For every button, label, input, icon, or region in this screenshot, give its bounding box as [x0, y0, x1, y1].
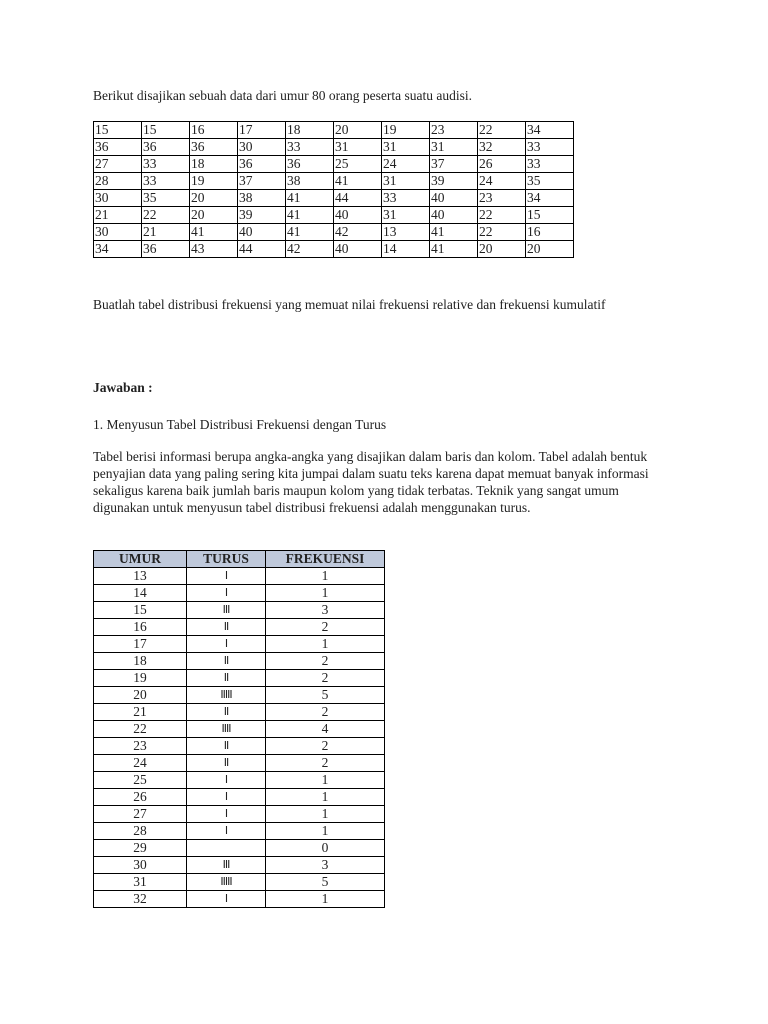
table-cell: 40 — [238, 224, 286, 241]
intro-text: Berikut disajikan sebuah data dari umur 80 orang peserta suatu audisi. — [93, 88, 473, 103]
table-cell: 44 — [334, 190, 382, 207]
frequency-row — [94, 840, 385, 857]
turus-cell: II — [187, 755, 266, 772]
frekuensi-cell: 1 — [266, 806, 385, 823]
turus-cell: I — [187, 806, 266, 823]
umur-cell: 30 — [94, 857, 187, 874]
turus-cell: IIIII — [187, 874, 266, 891]
table-cell: 19 — [382, 122, 430, 139]
table-cell: 14 — [382, 241, 430, 258]
table-cell: 15 — [142, 122, 190, 139]
raw-data-table-body — [94, 122, 574, 258]
table-cell: 41 — [430, 241, 478, 258]
header-umur: UMUR — [94, 551, 187, 568]
turus-cell: II — [187, 653, 266, 670]
turus-cell: IIIII — [187, 687, 266, 704]
explanation-paragraph: Tabel berisi informasi berupa angka-angka yang disajikan dalam baris dan kolom. Tabel adalah bentuk penyajian data yang paling sering kita jumpai dalam suatu teks karena dapat memuat banyak informasi sekaligus karena baik jumlah baris maupun kolom yang tidak terbatas. Teknik yang sangat umum digunakan untuk menyusun tabel distribusi frekuensi adalah menggunakan turus. — [93, 449, 649, 515]
table-cell: 35 — [142, 190, 190, 207]
table-cell: 36 — [286, 156, 334, 173]
table-cell: 24 — [382, 156, 430, 173]
turus-cell: I — [187, 789, 266, 806]
frequency-row — [94, 755, 385, 772]
frekuensi-cell: 1 — [266, 772, 385, 789]
table-cell: 31 — [430, 139, 478, 156]
table-cell: 20 — [526, 241, 574, 258]
frequency-row — [94, 891, 385, 908]
table-cell: 41 — [286, 207, 334, 224]
table-cell: 33 — [142, 173, 190, 190]
table-cell: 41 — [286, 224, 334, 241]
table-cell: 22 — [478, 224, 526, 241]
table-cell: 36 — [142, 139, 190, 156]
frekuensi-cell: 2 — [266, 738, 385, 755]
step-title: 1. Menyusun Tabel Distribusi Frekuensi dengan Turus — [93, 417, 387, 432]
table-cell: 33 — [526, 156, 574, 173]
table-row — [94, 122, 574, 139]
table-cell: 25 — [334, 156, 382, 173]
turus-cell — [187, 840, 266, 857]
umur-cell: 29 — [94, 840, 187, 857]
table-cell: 41 — [334, 173, 382, 190]
table-cell: 15 — [526, 207, 574, 224]
header-turus: TURUS — [187, 551, 266, 568]
table-cell: 34 — [526, 190, 574, 207]
umur-cell: 17 — [94, 636, 187, 653]
table-cell: 36 — [94, 139, 142, 156]
table-cell: 37 — [430, 156, 478, 173]
frequency-row — [94, 670, 385, 687]
table-cell: 33 — [382, 190, 430, 207]
table-cell: 26 — [478, 156, 526, 173]
turus-cell: I — [187, 891, 266, 908]
umur-cell: 19 — [94, 670, 187, 687]
table-cell: 21 — [94, 207, 142, 224]
table-cell: 31 — [382, 139, 430, 156]
table-cell: 39 — [430, 173, 478, 190]
frekuensi-cell: 2 — [266, 755, 385, 772]
table-row — [94, 190, 574, 207]
table-cell: 41 — [286, 190, 334, 207]
table-cell: 34 — [526, 122, 574, 139]
table-cell: 30 — [238, 139, 286, 156]
table-cell: 20 — [190, 207, 238, 224]
table-cell: 21 — [142, 224, 190, 241]
table-cell: 40 — [334, 207, 382, 224]
umur-cell: 32 — [94, 891, 187, 908]
table-cell: 22 — [142, 207, 190, 224]
instruction-text: Buatlah tabel distribusi frekuensi yang memuat nilai frekuensi relative dan frekuensi kumulatif — [93, 297, 606, 312]
turus-cell: II — [187, 619, 266, 636]
frekuensi-cell: 5 — [266, 687, 385, 704]
frequency-table — [93, 550, 385, 908]
table-cell: 31 — [334, 139, 382, 156]
table-cell: 23 — [478, 190, 526, 207]
turus-cell: I — [187, 772, 266, 789]
table-row — [94, 156, 574, 173]
table-cell: 41 — [190, 224, 238, 241]
table-cell: 36 — [238, 156, 286, 173]
umur-cell: 27 — [94, 806, 187, 823]
frequency-row — [94, 772, 385, 789]
table-cell: 40 — [334, 241, 382, 258]
umur-cell: 26 — [94, 789, 187, 806]
table-cell: 33 — [286, 139, 334, 156]
turus-cell: III — [187, 857, 266, 874]
umur-cell: 24 — [94, 755, 187, 772]
frequency-row — [94, 857, 385, 874]
answer-heading: Jawaban : — [93, 380, 153, 395]
table-cell: 38 — [286, 173, 334, 190]
table-cell: 38 — [238, 190, 286, 207]
umur-cell: 22 — [94, 721, 187, 738]
umur-cell: 25 — [94, 772, 187, 789]
frequency-row — [94, 568, 385, 585]
table-cell: 30 — [94, 224, 142, 241]
umur-cell: 16 — [94, 619, 187, 636]
turus-cell: III — [187, 602, 266, 619]
table-cell: 24 — [478, 173, 526, 190]
frequency-row — [94, 636, 385, 653]
header-frekuensi: FREKUENSI — [266, 551, 385, 568]
table-cell: 19 — [190, 173, 238, 190]
umur-cell: 31 — [94, 874, 187, 891]
frequency-row — [94, 823, 385, 840]
frequency-row — [94, 619, 385, 636]
frekuensi-cell: 4 — [266, 721, 385, 738]
table-cell: 20 — [478, 241, 526, 258]
umur-cell: 15 — [94, 602, 187, 619]
table-cell: 33 — [526, 139, 574, 156]
table-cell: 18 — [286, 122, 334, 139]
frequency-row — [94, 738, 385, 755]
table-cell: 17 — [238, 122, 286, 139]
table-row — [94, 173, 574, 190]
table-cell: 22 — [478, 122, 526, 139]
table-cell: 40 — [430, 190, 478, 207]
table-row — [94, 241, 574, 258]
table-cell: 36 — [142, 241, 190, 258]
frekuensi-cell: 2 — [266, 670, 385, 687]
umur-cell: 14 — [94, 585, 187, 602]
umur-cell: 18 — [94, 653, 187, 670]
umur-cell: 13 — [94, 568, 187, 585]
table-cell: 23 — [430, 122, 478, 139]
turus-cell: II — [187, 704, 266, 721]
turus-cell: IIII — [187, 721, 266, 738]
table-cell: 41 — [430, 224, 478, 241]
frekuensi-cell: 1 — [266, 636, 385, 653]
frekuensi-cell: 3 — [266, 602, 385, 619]
table-cell: 36 — [190, 139, 238, 156]
table-cell: 37 — [238, 173, 286, 190]
turus-cell: I — [187, 636, 266, 653]
table-cell: 20 — [334, 122, 382, 139]
table-cell: 28 — [94, 173, 142, 190]
table-cell: 34 — [94, 241, 142, 258]
turus-cell: II — [187, 670, 266, 687]
table-cell: 39 — [238, 207, 286, 224]
frequency-row — [94, 687, 385, 704]
frequency-row — [94, 704, 385, 721]
table-cell: 32 — [478, 139, 526, 156]
table-row — [94, 207, 574, 224]
frequency-row — [94, 602, 385, 619]
frequency-row — [94, 789, 385, 806]
table-cell: 31 — [382, 207, 430, 224]
umur-cell: 21 — [94, 704, 187, 721]
frequency-table-header-row — [94, 551, 385, 568]
table-cell: 35 — [526, 173, 574, 190]
table-cell: 16 — [190, 122, 238, 139]
table-cell: 22 — [478, 207, 526, 224]
table-cell: 33 — [142, 156, 190, 173]
frekuensi-cell: 1 — [266, 585, 385, 602]
frekuensi-cell: 1 — [266, 789, 385, 806]
table-row — [94, 139, 574, 156]
table-cell: 42 — [334, 224, 382, 241]
frekuensi-cell: 5 — [266, 874, 385, 891]
frekuensi-cell: 0 — [266, 840, 385, 857]
table-cell: 30 — [94, 190, 142, 207]
frequency-row — [94, 585, 385, 602]
table-cell: 42 — [286, 241, 334, 258]
table-row — [94, 224, 574, 241]
frequency-row — [94, 874, 385, 891]
frequency-row — [94, 806, 385, 823]
table-cell: 31 — [382, 173, 430, 190]
frekuensi-cell: 2 — [266, 704, 385, 721]
umur-cell: 28 — [94, 823, 187, 840]
turus-cell: I — [187, 585, 266, 602]
frequency-row — [94, 653, 385, 670]
umur-cell: 23 — [94, 738, 187, 755]
table-cell: 18 — [190, 156, 238, 173]
frekuensi-cell: 1 — [266, 891, 385, 908]
table-cell: 16 — [526, 224, 574, 241]
frequency-table-body — [94, 568, 385, 908]
frekuensi-cell: 3 — [266, 857, 385, 874]
frekuensi-cell: 2 — [266, 619, 385, 636]
turus-cell: I — [187, 823, 266, 840]
turus-cell: II — [187, 738, 266, 755]
frekuensi-cell: 1 — [266, 568, 385, 585]
table-cell: 44 — [238, 241, 286, 258]
table-cell: 13 — [382, 224, 430, 241]
turus-cell: I — [187, 568, 266, 585]
table-cell: 27 — [94, 156, 142, 173]
umur-cell: 20 — [94, 687, 187, 704]
raw-data-table — [93, 121, 574, 258]
frekuensi-cell: 2 — [266, 653, 385, 670]
frequency-row — [94, 721, 385, 738]
table-cell: 15 — [94, 122, 142, 139]
table-cell: 20 — [190, 190, 238, 207]
frekuensi-cell: 1 — [266, 823, 385, 840]
table-cell: 40 — [430, 207, 478, 224]
table-cell: 43 — [190, 241, 238, 258]
